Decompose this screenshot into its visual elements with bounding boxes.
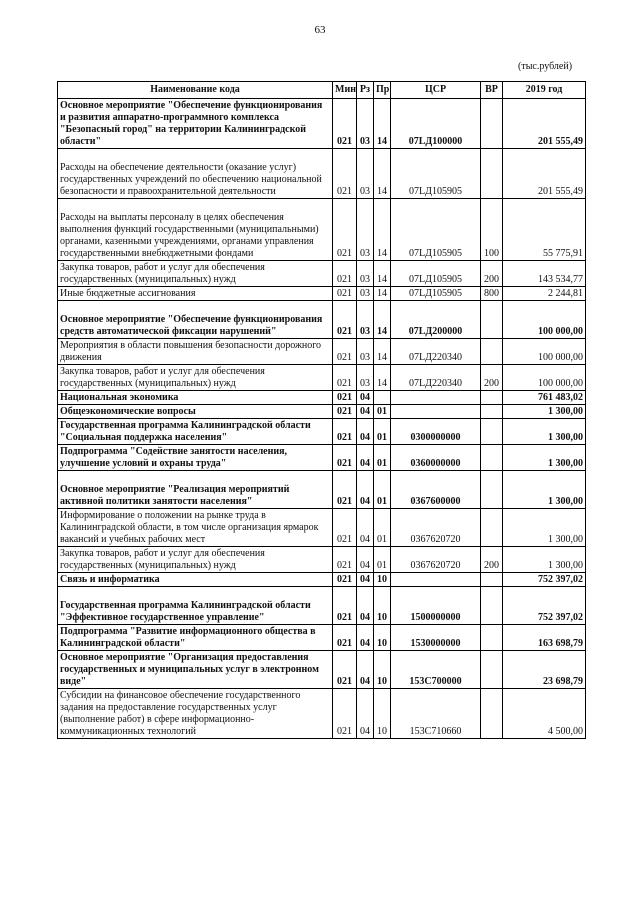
row-rz: 03 (357, 149, 374, 199)
row-min: 021 (333, 391, 357, 405)
row-csr: 0360000000 (391, 445, 481, 471)
row-csr: 0300000000 (391, 419, 481, 445)
row-rz: 03 (357, 99, 374, 149)
row-rz: 04 (357, 689, 374, 739)
row-vr: 100 (481, 199, 503, 261)
row-name: Связь и информатика (58, 573, 333, 587)
table-row (58, 261, 586, 287)
row-vr (481, 573, 503, 587)
table-row (58, 391, 586, 405)
row-vr (481, 391, 503, 405)
row-vr (481, 149, 503, 199)
row-rz: 03 (357, 199, 374, 261)
row-name: Мероприятия в области повышения безопасности дорожного движения (58, 339, 333, 365)
row-sum: 55 775,91 (503, 199, 586, 261)
row-sum: 201 555,49 (503, 99, 586, 149)
row-sum: 23 698,79 (503, 651, 586, 689)
row-csr: 153C700000 (391, 651, 481, 689)
row-pr: 10 (374, 689, 391, 739)
row-rz: 04 (357, 471, 374, 509)
row-name: Информирование о положении на рынке труда в Калининградской области, в том числе организация ярмарок вакансий и учебных рабочих мест (58, 509, 333, 547)
row-vr: 200 (481, 261, 503, 287)
row-min: 021 (333, 547, 357, 573)
row-min: 021 (333, 689, 357, 739)
row-name: Закупка товаров, работ и услуг для обеспечения государственных (муниципальных) нужд (58, 365, 333, 391)
table-row (58, 365, 586, 391)
row-pr: 14 (374, 287, 391, 301)
header-year: 2019 год (503, 82, 586, 99)
table-row (58, 419, 586, 445)
row-min: 021 (333, 573, 357, 587)
row-csr (391, 391, 481, 405)
row-vr (481, 587, 503, 625)
row-pr: 01 (374, 471, 391, 509)
row-vr (481, 625, 503, 651)
row-name: Основное мероприятие "Организация предоставления государственных и муниципальных услуг в электронном виде" (58, 651, 333, 689)
row-name: Основное мероприятие "Обеспечение функционирования и развития аппаратно-программного комплекса "Безопасный город" на территории Калининградской области" (58, 99, 333, 149)
row-rz: 04 (357, 547, 374, 573)
row-rz: 04 (357, 573, 374, 587)
row-pr: 14 (374, 365, 391, 391)
row-sum: 201 555,49 (503, 149, 586, 199)
row-csr (391, 573, 481, 587)
row-rz: 04 (357, 625, 374, 651)
row-min: 021 (333, 471, 357, 509)
table-row (58, 689, 586, 739)
row-name: Государственная программа Калининградской области "Социальная поддержка населения" (58, 419, 333, 445)
row-sum: 4 500,00 (503, 689, 586, 739)
table-row (58, 445, 586, 471)
table-header-row (58, 82, 586, 99)
table-row (58, 573, 586, 587)
row-csr: 0367620720 (391, 547, 481, 573)
row-vr (481, 509, 503, 547)
row-sum: 143 534,77 (503, 261, 586, 287)
row-csr: 07LД220340 (391, 339, 481, 365)
row-rz: 03 (357, 261, 374, 287)
row-pr: 01 (374, 405, 391, 419)
row-csr: 07LД220340 (391, 365, 481, 391)
row-pr: 10 (374, 587, 391, 625)
row-min: 021 (333, 405, 357, 419)
row-vr: 200 (481, 547, 503, 573)
row-pr: 01 (374, 509, 391, 547)
row-vr (481, 445, 503, 471)
row-sum: 1 300,00 (503, 405, 586, 419)
row-vr: 800 (481, 287, 503, 301)
row-name: Расходы на обеспечение деятельности (оказание услуг) государственных учреждений по обеспечению национальной безопасности и правоохранительной деятельности (58, 149, 333, 199)
header-pr: Пр (374, 82, 391, 99)
table-row (58, 99, 586, 149)
row-pr: 14 (374, 301, 391, 339)
row-min: 021 (333, 199, 357, 261)
row-name: Основное мероприятие "Реализация мероприятий активной политики занятости населения" (58, 471, 333, 509)
row-name: Государственная программа Калининградской области "Эффективное государственное управление" (58, 587, 333, 625)
header-min: Мин (333, 82, 357, 99)
row-rz: 04 (357, 651, 374, 689)
row-name: Закупка товаров, работ и услуг для обеспечения государственных (муниципальных) нужд (58, 547, 333, 573)
row-min: 021 (333, 509, 357, 547)
row-rz: 04 (357, 445, 374, 471)
row-pr: 14 (374, 199, 391, 261)
row-rz: 04 (357, 391, 374, 405)
row-pr: 10 (374, 625, 391, 651)
row-min: 021 (333, 261, 357, 287)
row-sum: 100 000,00 (503, 365, 586, 391)
table-row (58, 547, 586, 573)
row-min: 021 (333, 149, 357, 199)
row-vr (481, 301, 503, 339)
row-min: 021 (333, 301, 357, 339)
row-csr: 07LД200000 (391, 301, 481, 339)
row-pr: 14 (374, 261, 391, 287)
page-number: 63 (314, 24, 326, 36)
row-sum: 2 244,81 (503, 287, 586, 301)
row-sum: 1 300,00 (503, 471, 586, 509)
row-min: 021 (333, 651, 357, 689)
table-row (58, 405, 586, 419)
row-vr (481, 689, 503, 739)
table-row (58, 287, 586, 301)
row-pr: 14 (374, 99, 391, 149)
table-row (58, 301, 586, 339)
header-name: Наименование кода (58, 82, 333, 99)
row-min: 021 (333, 587, 357, 625)
row-min: 021 (333, 99, 357, 149)
row-min: 021 (333, 445, 357, 471)
row-name: Подпрограмма "Содействие занятости населения, улучшение условий и охраны труда" (58, 445, 333, 471)
table-row (58, 651, 586, 689)
row-min: 021 (333, 339, 357, 365)
table-row (58, 339, 586, 365)
row-pr: 01 (374, 419, 391, 445)
row-name: Иные бюджетные ассигнования (58, 287, 333, 301)
row-min: 021 (333, 419, 357, 445)
table-row (58, 149, 586, 199)
table-row (58, 199, 586, 261)
row-csr: 07LД105905 (391, 287, 481, 301)
row-name: Закупка товаров, работ и услуг для обеспечения государственных (муниципальных) нужд (58, 261, 333, 287)
row-vr (481, 471, 503, 509)
row-rz: 03 (357, 339, 374, 365)
header-csr: ЦСР (391, 82, 481, 99)
row-min: 021 (333, 365, 357, 391)
row-name: Основное мероприятие "Обеспечение функционирования средств автоматической фиксации нарушений" (58, 301, 333, 339)
row-vr (481, 419, 503, 445)
row-vr (481, 99, 503, 149)
row-csr: 07LД100000 (391, 99, 481, 149)
row-rz: 03 (357, 287, 374, 301)
header-vr: ВР (481, 82, 503, 99)
row-sum: 761 483,02 (503, 391, 586, 405)
row-csr: 153C710660 (391, 689, 481, 739)
row-csr: 07LД105905 (391, 149, 481, 199)
row-rz: 04 (357, 419, 374, 445)
table-row (58, 509, 586, 547)
row-sum: 100 000,00 (503, 301, 586, 339)
row-csr: 0367600000 (391, 471, 481, 509)
row-name: Подпрограмма "Развитие информационного общества в Калининградской области" (58, 625, 333, 651)
table-row (58, 625, 586, 651)
row-rz: 04 (357, 587, 374, 625)
row-csr: 07LД105905 (391, 199, 481, 261)
row-name: Национальная экономика (58, 391, 333, 405)
row-rz: 03 (357, 365, 374, 391)
row-min: 021 (333, 287, 357, 301)
row-csr: 1500000000 (391, 587, 481, 625)
row-sum: 752 397,02 (503, 587, 586, 625)
table-row (58, 587, 586, 625)
row-csr: 0367620720 (391, 509, 481, 547)
row-csr: 07LД105905 (391, 261, 481, 287)
row-csr (391, 405, 481, 419)
table-body (58, 99, 586, 739)
row-vr (481, 651, 503, 689)
row-name: Расходы на выплаты персоналу в целях обеспечения выполнения функций государственными (муниципальными) органами, казенными учреждениями, органами управления государственными внебюджетными фондами (58, 199, 333, 261)
table-row (58, 471, 586, 509)
row-sum: 100 000,00 (503, 339, 586, 365)
row-pr: 14 (374, 339, 391, 365)
row-pr (374, 391, 391, 405)
row-vr (481, 405, 503, 419)
row-sum: 1 300,00 (503, 419, 586, 445)
budget-table (57, 81, 586, 739)
row-name: Субсидии на финансовое обеспечение государственного задания на предоставление государственных услуг (выполнение работ) в сфере информационно-коммуникационных технологий (58, 689, 333, 739)
row-sum: 1 300,00 (503, 445, 586, 471)
row-sum: 1 300,00 (503, 509, 586, 547)
row-pr: 10 (374, 573, 391, 587)
row-sum: 163 698,79 (503, 625, 586, 651)
row-csr: 1530000000 (391, 625, 481, 651)
row-sum: 752 397,02 (503, 573, 586, 587)
row-vr (481, 339, 503, 365)
row-min: 021 (333, 625, 357, 651)
row-pr: 01 (374, 445, 391, 471)
row-pr: 10 (374, 651, 391, 689)
row-rz: 04 (357, 509, 374, 547)
units-label: (тыс.рублей) (518, 61, 573, 72)
row-vr: 200 (481, 365, 503, 391)
row-rz: 04 (357, 405, 374, 419)
row-pr: 14 (374, 149, 391, 199)
row-sum: 1 300,00 (503, 547, 586, 573)
row-name: Общеэкономические вопросы (58, 405, 333, 419)
row-pr: 01 (374, 547, 391, 573)
row-rz: 03 (357, 301, 374, 339)
header-rz: Рз (357, 82, 374, 99)
